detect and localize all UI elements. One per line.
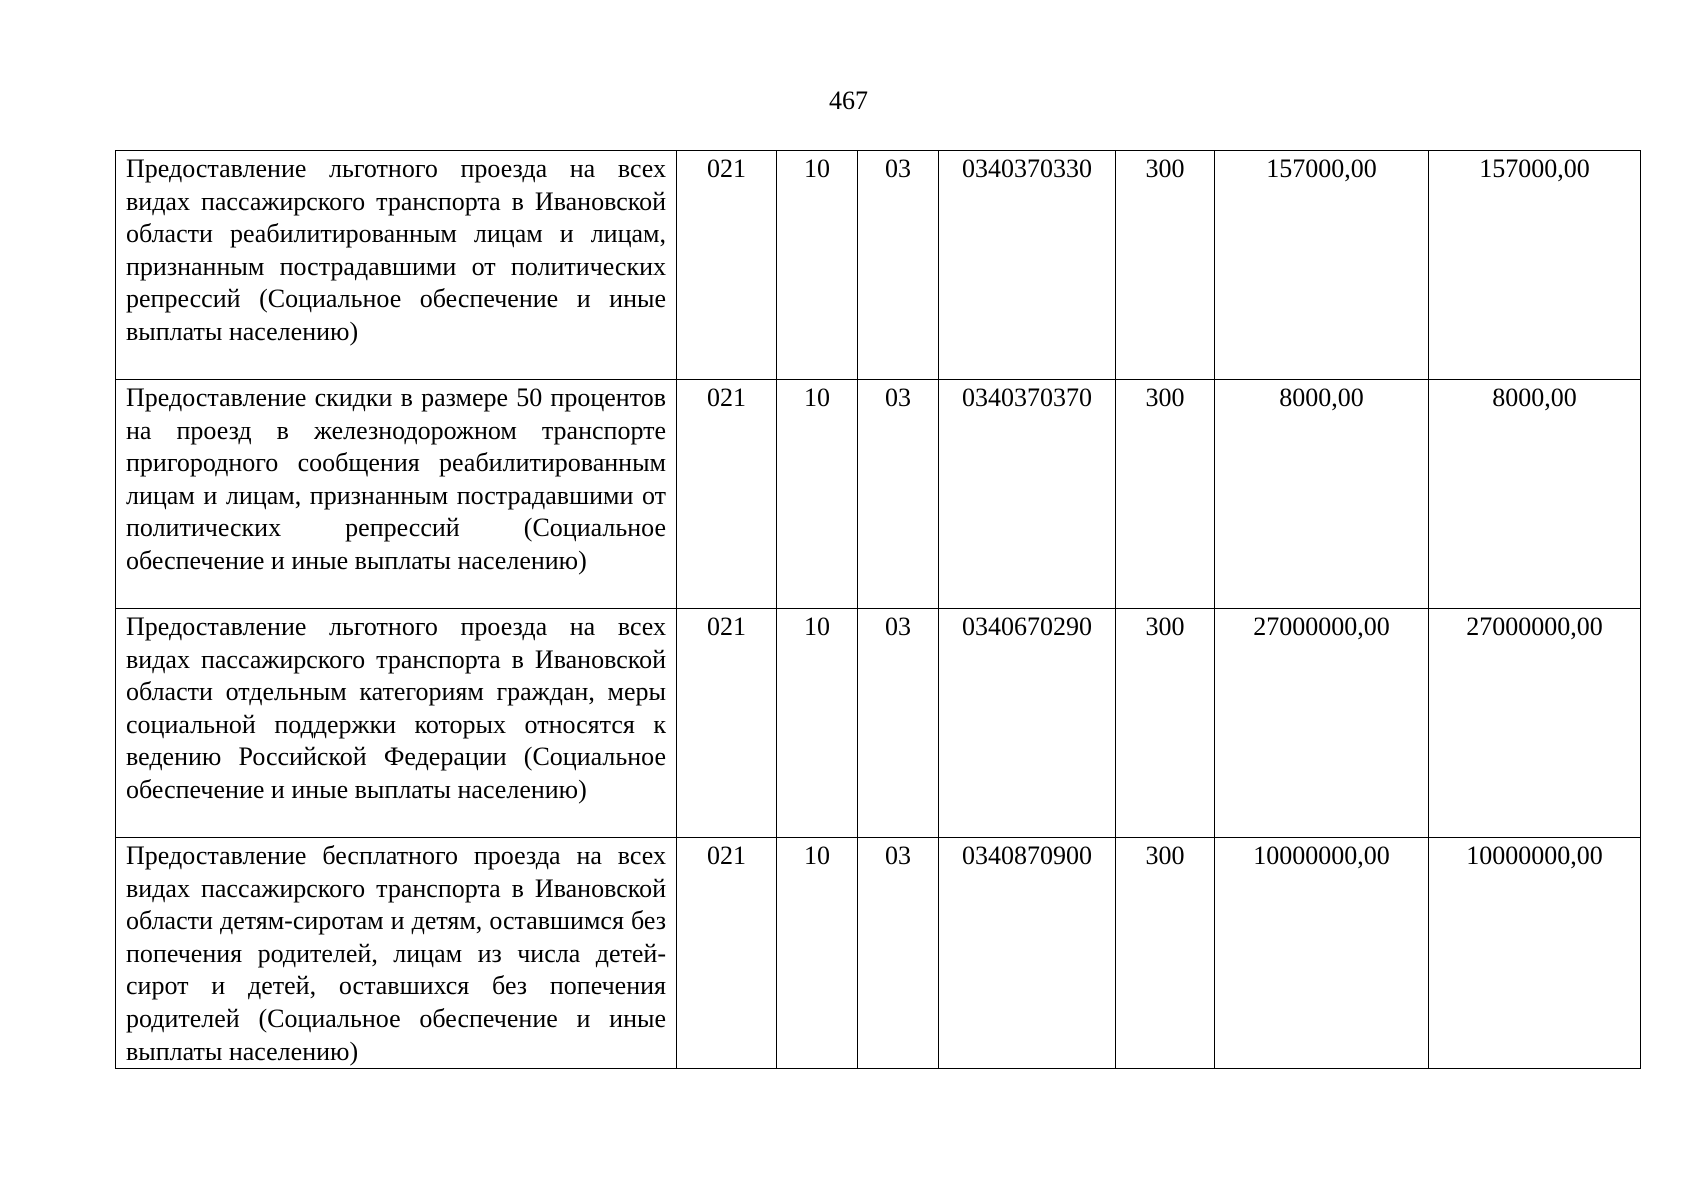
- admin-code-cell: 021: [677, 838, 777, 1069]
- section-code-cell: 10: [777, 609, 858, 838]
- subsection-code-cell: 03: [858, 838, 939, 1069]
- admin-code-cell: 021: [677, 151, 777, 380]
- row-description: Предоставление льготного проезда на всех видах пассажирского транспорта в Ивановской области реабилитированным лицам и лицам, признанным пострадавшими от политических репрессий (Социальное обеспечение и иные выплаты населению): [116, 151, 677, 380]
- subsection-code-cell: 03: [858, 609, 939, 838]
- budget-table: [115, 150, 1641, 1069]
- table-row: [116, 380, 1641, 609]
- page-number: 467: [829, 86, 868, 115]
- section-code-cell: 10: [777, 151, 858, 380]
- table-row: [116, 838, 1641, 1069]
- amount-first-cell: 10000000,00: [1215, 838, 1429, 1069]
- target-article-cell: 0340870900: [939, 838, 1116, 1069]
- subsection-code-cell: 03: [858, 151, 939, 380]
- amount-first-cell: 8000,00: [1215, 380, 1429, 609]
- table-row: [116, 609, 1641, 838]
- target-article-cell: 0340670290: [939, 609, 1116, 838]
- admin-code-cell: 021: [677, 380, 777, 609]
- row-description: Предоставление бесплатного проезда на всех видах пассажирского транспорта в Ивановской области детям-сиротам и детям, оставшимся без попечения родителей, лицам из числа детей-сирот и детей, оставшихся без попечения родителей (Социальное обеспечение и иные выплаты населению): [116, 838, 677, 1069]
- subsection-code-cell: 03: [858, 380, 939, 609]
- target-article-cell: 0340370330: [939, 151, 1116, 380]
- table-row: [116, 151, 1641, 380]
- amount-first-cell: 157000,00: [1215, 151, 1429, 380]
- amount-second-cell: 8000,00: [1429, 380, 1641, 609]
- section-code-cell: 10: [777, 380, 858, 609]
- row-description: Предоставление льготного проезда на всех видах пассажирского транспорта в Ивановской области отдельным категориям граждан, меры социальной поддержки которых относятся к ведению Российской Федерации (Социальное обеспечение и иные выплаты населению): [116, 609, 677, 838]
- expense-type-cell: 300: [1116, 380, 1215, 609]
- section-code-cell: 10: [777, 838, 858, 1069]
- expense-type-cell: 300: [1116, 609, 1215, 838]
- row-description: Предоставление скидки в размере 50 процентов на проезд в железнодорожном транспорте пригородного сообщения реабилитированным лицам и лицам, признанным пострадавшими от политических репрессий (Социальное обеспечение и иные выплаты населению): [116, 380, 677, 609]
- expense-type-cell: 300: [1116, 838, 1215, 1069]
- amount-first-cell: 27000000,00: [1215, 609, 1429, 838]
- amount-second-cell: 157000,00: [1429, 151, 1641, 380]
- target-article-cell: 0340370370: [939, 380, 1116, 609]
- admin-code-cell: 021: [677, 609, 777, 838]
- amount-second-cell: 27000000,00: [1429, 609, 1641, 838]
- amount-second-cell: 10000000,00: [1429, 838, 1641, 1069]
- expense-type-cell: 300: [1116, 151, 1215, 380]
